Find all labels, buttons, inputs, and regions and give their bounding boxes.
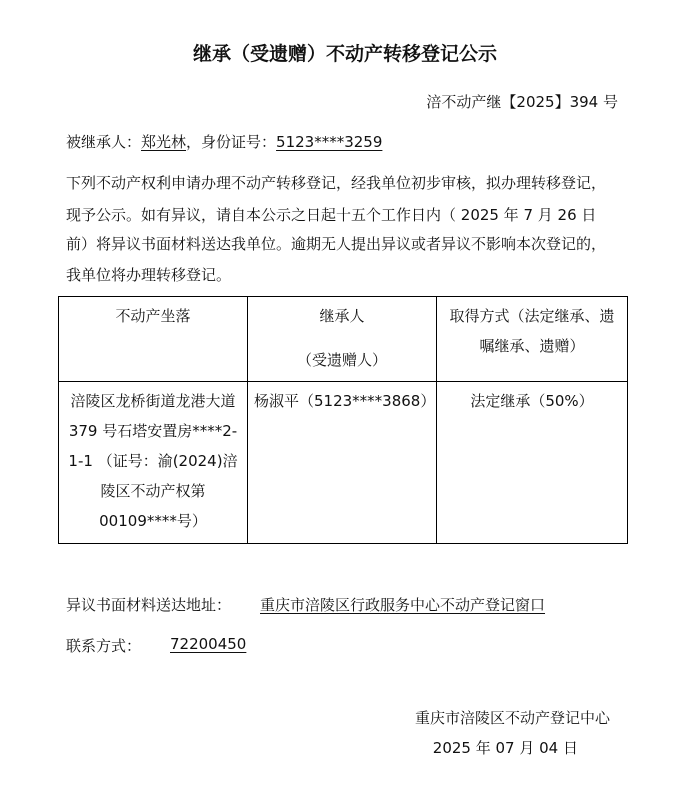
property-table	[58, 296, 628, 544]
notice-title: 继承（受遗赠）不动产转移登记公示	[192, 43, 497, 65]
issue-date: 2025 年 07 月 04 日	[432, 739, 578, 757]
objection-address-value: 重庆市涪陵区行政服务中心不动产登记窗口	[260, 596, 546, 614]
header-heir	[248, 297, 437, 382]
cell-heir: 杨淑平（5123****3868）	[248, 382, 437, 544]
body-text-line-3: 前）将异议书面材料送达我单位。逾期无人提出异议或者异议不影响本次登记的，	[66, 235, 607, 253]
decedent-id-label: ，身份证号：	[186, 133, 277, 151]
table-row	[59, 382, 628, 544]
body-text-line-1: 下列不动产权利申请办理不动产转移登记，经我单位初步审核，拟办理转移登记，	[66, 174, 607, 192]
header-method: 取得方式（法定继承、遗嘱继承、遗赠）	[437, 297, 628, 382]
decedent-name: 郑光林	[141, 133, 187, 151]
decedent-id: 5123****3259	[276, 133, 383, 151]
objection-address-label: 异议书面材料送达地址：	[66, 596, 232, 614]
table-header-row	[59, 297, 628, 382]
decedent-label: 被继承人：	[66, 133, 142, 151]
cell-method: 法定继承（50%）	[437, 382, 628, 544]
body-text-line-2: 现予公示。如有异议，请自本公示之日起十五个工作日内（ 2025 年 7 月 26 日	[66, 206, 597, 224]
cell-location: 涪陵区龙桥街道龙港大道 379 号石塔安置房****2-1-1 （证号：渝(2024)涪陵区不动产权第 00109****号）	[59, 382, 248, 544]
header-location: 不动产坐落	[59, 297, 248, 382]
body-text-line-4: 我单位将办理转移登记。	[66, 266, 232, 284]
issuer-name: 重庆市涪陵区不动产登记中心	[414, 709, 610, 727]
decedent-line	[66, 131, 382, 152]
contact-label: 联系方式：	[66, 637, 142, 655]
header-heir-sub: （受遗赠人）	[296, 351, 387, 369]
contact-value: 72200450	[170, 635, 247, 653]
document-number: 涪不动产继【2025】394 号	[426, 93, 618, 111]
header-heir-label: 继承人	[319, 307, 365, 325]
